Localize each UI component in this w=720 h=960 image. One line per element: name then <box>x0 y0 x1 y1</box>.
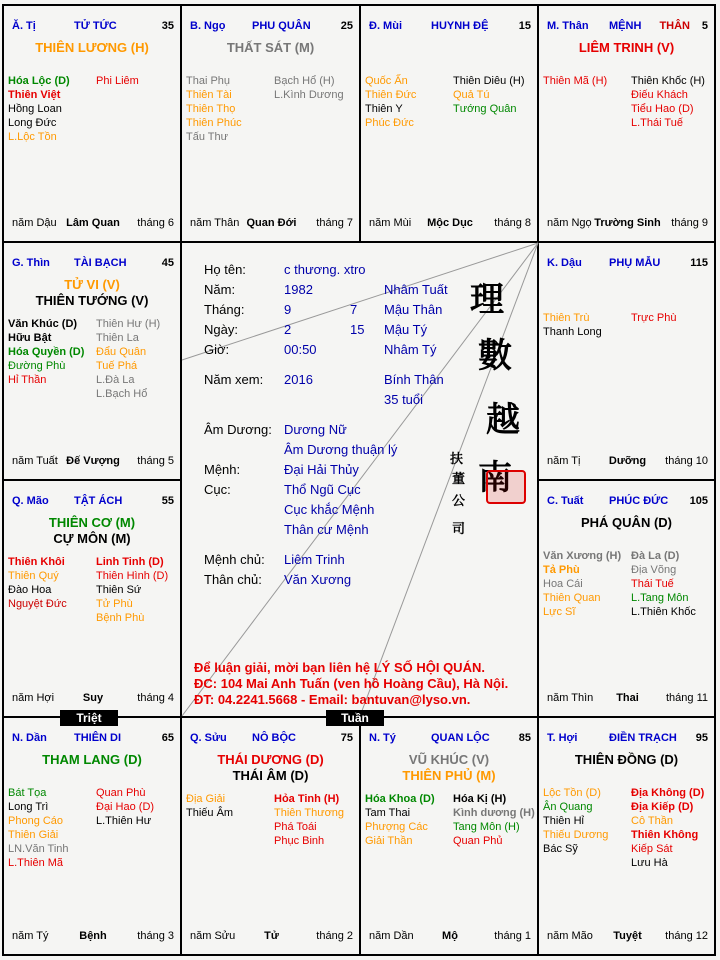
gio-label: Giờ: <box>204 342 230 357</box>
minor-star: Phúc Đức <box>365 117 414 129</box>
minor-star: Hỉ Thần <box>8 374 47 386</box>
major-star: VŨ KHÚC (V) <box>408 752 490 767</box>
palace-footer <box>12 217 174 231</box>
seal-small-1: 扶 <box>450 452 464 467</box>
minor-star: L.Tang Môn <box>631 592 689 604</box>
palace-name: TẬT ÁCH <box>74 495 123 507</box>
minor-star: Lộc Tồn (D) <box>543 787 601 799</box>
minor-star: Thiếu Âm <box>186 807 234 819</box>
life-stage: Trường Sinh <box>594 217 661 229</box>
ngay-can-chi: Mậu Tý <box>384 322 428 337</box>
minor-star: Thiên Y <box>365 103 403 115</box>
palace-name: TÀI BẠCH <box>74 257 127 269</box>
palace-mao <box>4 481 180 716</box>
palace-header <box>547 20 708 34</box>
seal-big-2: 數 <box>478 336 512 376</box>
contact-line-1: Để luận giải, mời bạn liên hệ LÝ SỐ HỘI QUÁN. <box>194 660 485 675</box>
palace-year: năm Dậu <box>12 217 57 229</box>
thang-am-value: 7 <box>350 302 358 317</box>
minor-star: Văn Xương (H) <box>543 550 622 562</box>
minor-star: Hóa Khoa (D) <box>365 793 435 805</box>
major-star: THIÊN PHỦ (M) <box>402 768 496 783</box>
minor-star: Thiếu Dương <box>543 829 609 841</box>
minor-star: Thiên Không <box>631 829 699 841</box>
minor-star: Thiên Phúc <box>186 117 242 129</box>
minor-stars-right <box>631 549 696 619</box>
minor-star: Tang Môn (H) <box>453 821 520 833</box>
minor-stars-right <box>96 555 168 625</box>
palace-name: PHỤ MẪU <box>609 257 661 269</box>
palace-header <box>190 20 353 34</box>
palace-number: 15 <box>518 20 531 32</box>
minor-star: Thiên Đức <box>365 89 417 101</box>
minor-star: Linh Tinh (D) <box>96 556 164 568</box>
minor-star: Thiên Trù <box>543 312 590 324</box>
palace-month: tháng 10 <box>665 455 708 467</box>
palace-number: 5 <box>701 20 708 32</box>
palace-branch: Ă. Tị <box>12 20 36 32</box>
am-duong-value: Dương Nữ <box>284 422 347 437</box>
minor-star: Địa Võng <box>631 564 677 576</box>
minor-star: Quốc Ấn <box>365 75 408 87</box>
minor-star: L.Thiên Hư <box>96 815 152 827</box>
palace-year: năm Tị <box>547 455 581 467</box>
palace-footer <box>547 930 708 944</box>
minor-star: Long Trì <box>8 801 49 813</box>
minor-stars-right <box>631 786 704 870</box>
palace-name: NÔ BỘC <box>252 732 296 744</box>
minor-star: Thiên Khôi <box>8 556 65 568</box>
palace-name: THIÊN DI <box>74 732 122 744</box>
palace-header <box>547 732 708 746</box>
minor-star: Thiên Quý <box>8 570 59 582</box>
major-star: THIÊN LƯƠNG (H) <box>35 40 149 55</box>
palace-header <box>547 495 708 509</box>
minor-star: Thiên Thương <box>274 807 345 819</box>
minor-star: L.Đà La <box>96 374 135 386</box>
minor-star: Nguyệt Đức <box>8 598 67 610</box>
minor-star: Phục Binh <box>274 835 325 847</box>
minor-star: Trực Phù <box>631 312 677 324</box>
than-cu-note: Thân cư Mệnh <box>284 522 369 537</box>
thang-can-chi: Mậu Thân <box>384 302 443 317</box>
palace-branch: Q. Mão <box>12 495 49 507</box>
nam-can-chi: Nhâm Tuất <box>384 282 448 297</box>
minor-stars-right <box>631 311 676 325</box>
minor-star: Phượng Các <box>365 821 428 833</box>
palace-number: 35 <box>161 20 174 32</box>
minor-star: Thiên Hình (D) <box>96 570 169 582</box>
nam-xem-value: 2016 <box>284 372 313 387</box>
ho-ten-value: c thương. xtro <box>284 262 366 277</box>
palace-month: tháng 8 <box>494 217 531 229</box>
life-stage: Tuyệt <box>613 930 642 942</box>
minor-star: L.Bạch Hổ <box>96 388 148 400</box>
minor-star: Đào Hoa <box>8 584 52 596</box>
minor-star: Thiên Hỉ <box>543 815 584 827</box>
palace-suu <box>182 718 359 954</box>
minor-star: Lưu Hà <box>631 857 668 869</box>
palace-month: tháng 1 <box>494 930 531 942</box>
than-chu-value: Văn Xương <box>284 572 352 587</box>
life-stage: Suy <box>82 692 104 704</box>
palace-header <box>12 732 174 746</box>
palace-month: tháng 4 <box>137 692 174 704</box>
minor-star: Bác Sỹ <box>543 843 578 855</box>
minor-stars-left <box>365 74 416 130</box>
minor-star: Thiên Khốc (H) <box>631 75 705 87</box>
minor-star: L.Thiên Khốc <box>631 606 696 618</box>
palace-month: tháng 11 <box>665 692 708 704</box>
minor-stars-right <box>96 786 154 828</box>
seal-big-1: 理 <box>470 280 504 320</box>
palace-footer <box>12 930 174 944</box>
minor-star: Thai Phụ <box>186 75 231 87</box>
tuoi-value: 35 tuổi <box>384 392 424 407</box>
minor-star: Thiên Quan <box>543 592 601 604</box>
palace-header <box>12 20 174 34</box>
palace-number: 55 <box>161 495 174 507</box>
palace-month: tháng 12 <box>665 930 708 942</box>
palace-branch: Q. Sửu <box>190 732 227 744</box>
minor-star: Đẩu Quân <box>96 346 147 358</box>
palace-name: TỬ TỨC <box>74 20 117 32</box>
palace-branch: K. Dậu <box>547 257 582 269</box>
minor-stars-left <box>543 786 608 856</box>
minor-stars-left <box>8 786 69 870</box>
minor-star: Ân Quang <box>543 801 593 813</box>
life-stage: Quan Đới <box>246 217 297 229</box>
palace-hoi <box>539 718 714 954</box>
minor-star: Tuế Phá <box>96 360 138 372</box>
nam-xem-can-chi: Bính Thân <box>384 372 444 387</box>
palace-footer <box>547 455 708 469</box>
nam-xem-label: Năm xem: <box>204 372 264 387</box>
minor-star: Quan Phủ <box>453 835 503 847</box>
palace-year: năm Thân <box>190 217 240 229</box>
palace-footer <box>12 455 174 469</box>
contact-address: ĐC: 104 Mai Anh Tuấn (ven hồ Hoàng Cầu), Hà Nội. <box>194 676 509 691</box>
nam-label: Năm: <box>204 282 236 297</box>
minor-star: Tiểu Hao (D) <box>631 103 694 115</box>
palace-branch: M. Thân <box>547 20 589 32</box>
palace-header <box>369 20 531 34</box>
minor-star: Cô Thần <box>631 815 673 827</box>
palace-month: tháng 3 <box>137 930 174 942</box>
major-star: THIÊN CƠ (M) <box>48 515 136 530</box>
palace-number: 95 <box>695 732 708 744</box>
gio-can-chi: Nhâm Tý <box>384 342 437 357</box>
life-stage: Bệnh <box>79 930 107 942</box>
minor-star: Thiên La <box>96 332 139 344</box>
minor-star: Hóa Kị (H) <box>453 793 507 805</box>
palace-year: năm Dần <box>369 930 414 942</box>
palace-header <box>369 732 531 746</box>
seal-small-2: 董 <box>452 472 466 487</box>
minor-star: Địa Không (D) <box>631 787 705 799</box>
palace-month: tháng 7 <box>316 217 353 229</box>
gio-value: 00:50 <box>284 342 317 357</box>
palace-ti <box>4 6 180 241</box>
minor-stars-right <box>631 74 705 130</box>
palace-footer <box>547 692 708 706</box>
palace-dau <box>539 243 714 479</box>
seal-small-4: 司 <box>452 522 466 537</box>
minor-stars-left <box>8 74 70 144</box>
palace-month: tháng 5 <box>137 455 174 467</box>
palace-mui <box>361 6 537 241</box>
am-duong-label: Âm Dương: <box>204 422 272 437</box>
palace-month: tháng 2 <box>316 930 353 942</box>
minor-star: Đại Hao (D) <box>96 801 155 813</box>
ngay-am-value: 15 <box>350 322 365 337</box>
minor-star: Tướng Quân <box>453 103 517 115</box>
palace-name: QUAN LỘC <box>431 732 490 744</box>
palace-year: năm Sửu <box>190 930 236 942</box>
minor-stars-left <box>8 317 84 387</box>
minor-star: Lực Sĩ <box>543 606 576 618</box>
palace-number: 85 <box>518 732 531 744</box>
minor-star: Thiên Việt <box>8 89 61 101</box>
minor-star: Thiên Tài <box>186 89 232 101</box>
cuc-value: Thổ Ngũ Cục <box>284 482 361 497</box>
ho-ten-label: Họ tên: <box>204 262 246 277</box>
life-stage: Đế Vượng <box>66 455 120 467</box>
palace-number: 75 <box>340 732 353 744</box>
minor-star: L.Lộc Tồn <box>8 131 57 143</box>
life-stage: Lâm Quan <box>66 217 120 229</box>
palace-branch: G. Thìn <box>12 257 50 269</box>
am-duong-note: Âm Dương thuận lý <box>284 442 398 457</box>
palace-number: 25 <box>340 20 353 32</box>
minor-star: Thiên Giải <box>8 829 59 841</box>
seal-big-3: 越 <box>486 400 520 440</box>
minor-stars-right <box>274 74 344 102</box>
minor-star: LN.Văn Tinh <box>8 843 69 855</box>
minor-star: Bạch Hổ (H) <box>274 75 335 87</box>
palace-badge: THÂN <box>659 20 690 32</box>
palace-year: năm Thìn <box>547 692 594 704</box>
palace-header <box>12 495 174 509</box>
palace-ty <box>361 718 537 954</box>
minor-star: Hoa Cái <box>543 578 583 590</box>
minor-stars-left <box>186 792 233 820</box>
palace-year: năm Ngọ <box>547 217 592 229</box>
minor-star: Thanh Long <box>543 326 602 338</box>
palace-footer <box>547 217 708 231</box>
palace-branch: N. Dần <box>12 732 47 744</box>
major-star: CỰ MÔN (M) <box>53 531 131 546</box>
minor-stars-left <box>543 549 621 619</box>
minor-star: Giải Thần <box>365 835 413 847</box>
palace-header <box>547 257 708 271</box>
minor-star: Phong Cáo <box>8 815 64 827</box>
major-star: THIÊN TƯỚNG (V) <box>35 293 149 308</box>
palace-header <box>190 732 353 746</box>
minor-stars-right <box>274 792 344 848</box>
minor-stars-left <box>186 74 242 144</box>
nam-value: 1982 <box>284 282 313 297</box>
palace-name: MỆNH <box>609 20 642 32</box>
palace-year: năm Tý <box>12 930 49 942</box>
palace-footer <box>190 930 353 944</box>
palace-year: năm Hợi <box>12 692 55 704</box>
minor-star: Kiếp Sát <box>631 843 673 855</box>
palace-dan <box>4 718 180 954</box>
palace-number: 65 <box>161 732 174 744</box>
major-star: LIÊM TRINH (V) <box>578 40 675 55</box>
palace-ngo <box>182 6 359 241</box>
minor-star: Địa Kiếp (D) <box>631 801 694 813</box>
thang-label: Tháng: <box>204 302 245 317</box>
minor-star: Hóa Quyền (D) <box>8 346 85 358</box>
palace-header <box>12 257 174 271</box>
major-star: TỬ VI (V) <box>64 277 120 292</box>
minor-star: Hóa Lộc (D) <box>8 75 70 87</box>
minor-star: Tam Thai <box>365 807 411 819</box>
tuan-tag: Tuần <box>326 710 384 726</box>
menh-label: Mệnh: <box>204 462 241 477</box>
minor-star: L.Kình Dương <box>274 89 344 101</box>
minor-star: Quả Tú <box>453 89 490 101</box>
minor-star: Kình dương (H) <box>453 807 535 819</box>
minor-star: Thiên Mã (H) <box>543 75 608 87</box>
minor-star: Phá Toái <box>274 821 317 833</box>
red-stamp <box>486 470 526 504</box>
minor-star: Quan Phù <box>96 787 146 799</box>
palace-footer <box>12 692 174 706</box>
minor-star: L.Thiên Mã <box>8 857 64 869</box>
palace-name: ĐIỀN TRẠCH <box>609 732 677 744</box>
palace-year: năm Mùi <box>369 217 412 229</box>
minor-star: Văn Khúc (D) <box>8 318 78 330</box>
palace-footer <box>369 217 531 231</box>
palace-name: PHÚC ĐỨC <box>609 495 669 507</box>
minor-star: Địa Giải <box>186 793 226 805</box>
minor-star: Tả Phù <box>543 564 580 576</box>
cuc-label: Cục: <box>204 482 231 497</box>
palace-number: 45 <box>161 257 174 269</box>
life-stage: Thai <box>616 692 639 704</box>
palace-number: 105 <box>689 495 708 507</box>
ngay-duong-value: 2 <box>284 322 292 337</box>
minor-stars-right <box>453 74 525 116</box>
minor-star: Long Đức <box>8 117 57 129</box>
palace-branch: B. Ngọ <box>190 20 226 32</box>
menh-chu-value: Liêm Trinh <box>284 552 345 567</box>
palace-year: năm Tuất <box>12 455 58 467</box>
minor-stars-right <box>453 792 535 848</box>
thang-duong-value: 9 <box>284 302 292 317</box>
minor-star: Tử Phù <box>96 598 133 610</box>
minor-star: Thiên Diêu (H) <box>453 75 525 87</box>
palace-branch: N. Tý <box>369 732 396 744</box>
life-stage: Mộc Dục <box>427 217 473 229</box>
minor-stars-left <box>543 311 602 339</box>
life-stage: Tử <box>264 930 279 942</box>
seal-big-4: 南 <box>478 458 512 498</box>
than-chu-label: Thân chủ: <box>204 572 262 587</box>
cuc-note: Cục khắc Mệnh <box>284 502 375 517</box>
major-star: PHÁ QUÂN (D) <box>581 515 672 530</box>
major-star: THIÊN ĐỒNG (D) <box>574 752 679 767</box>
minor-stars-left <box>543 74 607 88</box>
minor-star: Bát Tọa <box>8 787 47 799</box>
minor-star: Tấu Thư <box>186 131 229 143</box>
major-star: THÁI DƯƠNG (D) <box>217 752 324 767</box>
palace-name: HUYNH ĐỆ <box>431 20 489 32</box>
minor-star: Bệnh Phù <box>96 612 145 624</box>
minor-star: Thiên Sứ <box>96 584 142 596</box>
minor-star: Đường Phù <box>8 360 66 372</box>
minor-star: Điếu Khách <box>631 89 688 101</box>
palace-than <box>539 6 714 241</box>
menh-value: Đại Hải Thủy <box>284 462 359 477</box>
triet-tag: Triệt <box>60 710 118 726</box>
minor-stars-right <box>96 74 139 88</box>
palace-number: 115 <box>690 257 708 269</box>
minor-star: Thái Tuế <box>631 578 674 590</box>
palace-footer <box>190 217 353 231</box>
palace-name: PHU QUÂN <box>252 20 311 32</box>
palace-month: tháng 9 <box>671 217 708 229</box>
ngay-label: Ngày: <box>204 322 238 337</box>
minor-stars-right <box>96 317 160 401</box>
minor-stars-left <box>365 792 435 848</box>
seal-small-3: 公 <box>452 494 466 509</box>
minor-star: Hữu Bật <box>8 332 52 344</box>
major-star: THÁI ÂM (D) <box>232 768 309 783</box>
minor-star: Phi Liêm <box>96 75 139 87</box>
contact-phone-email: ĐT: 04.2241.5668 - Email: bantuvan@lyso.vn. <box>194 692 471 707</box>
palace-branch: T. Hợi <box>547 732 578 744</box>
palace-branch: Đ. Mùi <box>369 20 402 32</box>
minor-star: L.Thái Tuế <box>631 117 683 129</box>
minor-stars-left <box>8 555 67 611</box>
center-info <box>182 242 538 718</box>
major-star: THAM LANG (D) <box>42 752 142 767</box>
menh-chu-label: Mệnh chủ: <box>204 552 265 567</box>
minor-star: Thiên Hư (H) <box>96 318 161 330</box>
palace-tuat <box>539 481 714 716</box>
palace-branch: C. Tuất <box>547 495 584 507</box>
palace-footer <box>369 930 531 944</box>
life-stage: Dưỡng <box>608 455 647 467</box>
minor-star: Hồng Loan <box>8 103 62 115</box>
minor-star: Hỏa Tinh (H) <box>274 793 340 805</box>
life-stage: Mộ <box>442 930 458 942</box>
minor-star: Thiên Thọ <box>186 103 236 115</box>
palace-thin <box>4 243 180 479</box>
minor-star: Đà La (D) <box>631 550 680 562</box>
major-star: THẤT SÁT (M) <box>226 40 315 55</box>
palace-month: tháng 6 <box>137 217 174 229</box>
palace-year: năm Mão <box>547 930 593 942</box>
